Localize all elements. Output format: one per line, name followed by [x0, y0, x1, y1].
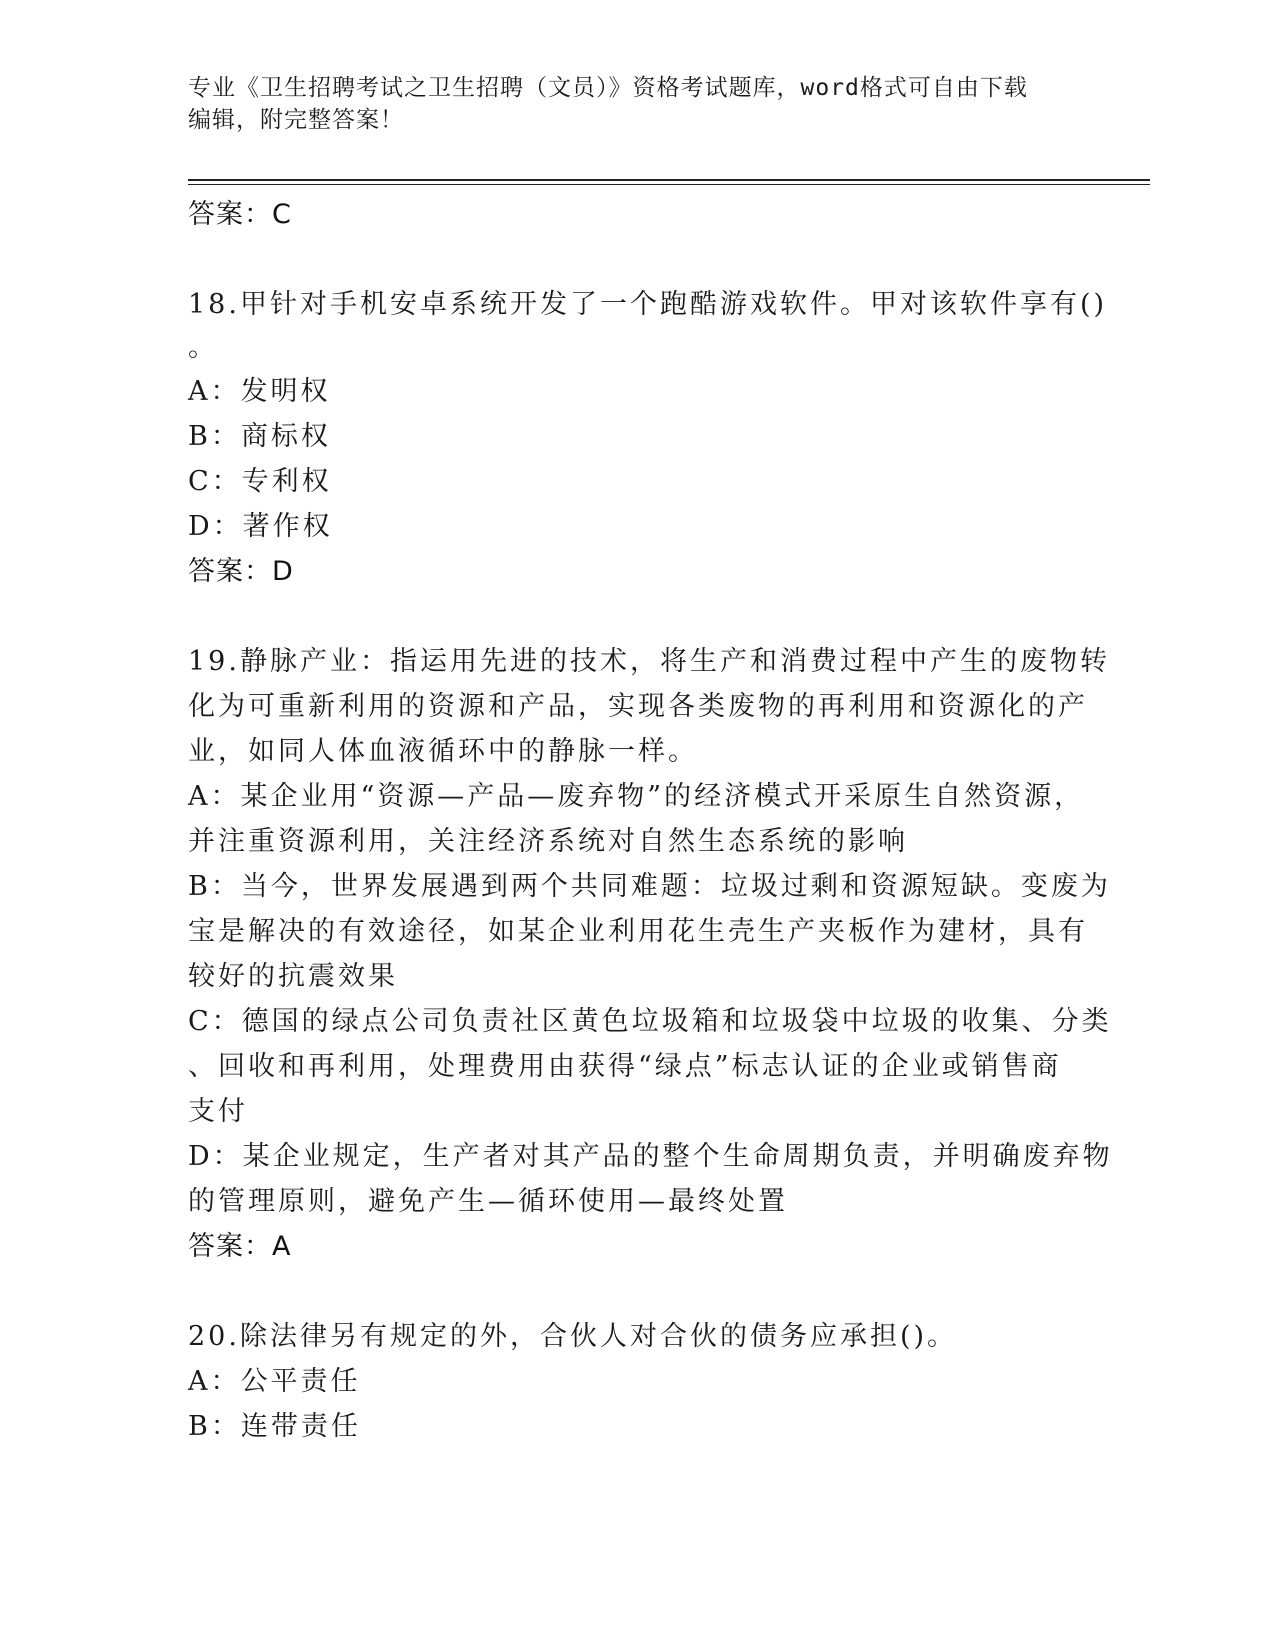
document-header	[188, 72, 1088, 136]
question-20-stem-line-1: 20.除法律另有规定的外，合伙人对合伙的债务应承担()。	[188, 1321, 958, 1352]
header-line-2: 编辑，附完整答案！	[188, 107, 404, 133]
answer-18: 答案：D	[188, 556, 294, 587]
question-19-option-c-line-2: 、回收和再利用，处理费用由获得“绿点”标志认证的企业或销售商	[188, 1051, 1062, 1082]
question-20-option-a: A：公平责任	[188, 1366, 361, 1397]
question-18-option-a: A：发明权	[188, 376, 331, 407]
question-19	[188, 639, 1113, 1270]
question-19-option-b-line-2: 宝是解决的有效途径，如某企业利用花生壳生产夹板作为建材，具有	[188, 916, 1088, 947]
question-19-stem-line-1: 19.静脉产业：指运用先进的技术，将生产和消费过程中产生的废物转	[188, 646, 1110, 677]
question-20	[188, 1314, 1078, 1449]
question-19-option-a-line-2: 并注重资源利用，关注经济系统对自然生态系统的影响	[188, 826, 908, 857]
answer-19: 答案：A	[188, 1231, 292, 1262]
question-19-stem-line-2: 化为可重新利用的资源和产品，实现各类废物的再利用和资源化的产	[188, 691, 1088, 722]
answer-17: 答案：C	[188, 199, 292, 230]
question-18-option-b: B：商标权	[188, 421, 331, 452]
header-line-1: 专业《卫生招聘考试之卫生招聘（文员）》资格考试题库，word格式可自由下载	[188, 75, 1028, 101]
question-18-stem-line-1: 18.甲针对手机安卓系统开发了一个跑酷游戏软件。甲对该软件享有()	[188, 289, 1108, 320]
question-18	[188, 282, 1108, 595]
question-19-option-b-line-1: B：当今，世界发展遇到两个共同难题：垃圾过剩和资源短缺。变废为	[188, 871, 1111, 902]
question-19-option-c-line-1: C：德国的绿点公司负责社区黄色垃圾箱和垃圾袋中垃圾的收集、分类	[188, 1006, 1112, 1037]
question-19-option-c-line-3: 支付	[188, 1096, 248, 1127]
question-19-option-b-line-3: 较好的抗震效果	[188, 961, 398, 992]
question-19-option-d-line-1: D：某企业规定，生产者对其产品的整个生命周期负责，并明确废弃物	[188, 1141, 1113, 1172]
question-20-option-b: B：连带责任	[188, 1411, 361, 1442]
question-content	[188, 192, 1113, 1449]
question-19-option-a-line-1: A：某企业用“资源—产品—废弃物”的经济模式开采原生自然资源，	[188, 781, 1085, 812]
question-18-option-d: D：著作权	[188, 511, 333, 542]
header-divider-thin	[188, 184, 1150, 185]
question-19-stem-line-3: 业，如同人体血液循环中的静脉一样。	[188, 736, 698, 767]
header-divider-thick	[188, 179, 1150, 181]
question-19-option-d-line-2: 的管理原则，避免产生—循环使用—最终处置	[188, 1186, 788, 1217]
question-18-stem-line-2: 。	[188, 332, 218, 363]
question-18-option-c: C：专利权	[188, 466, 332, 497]
